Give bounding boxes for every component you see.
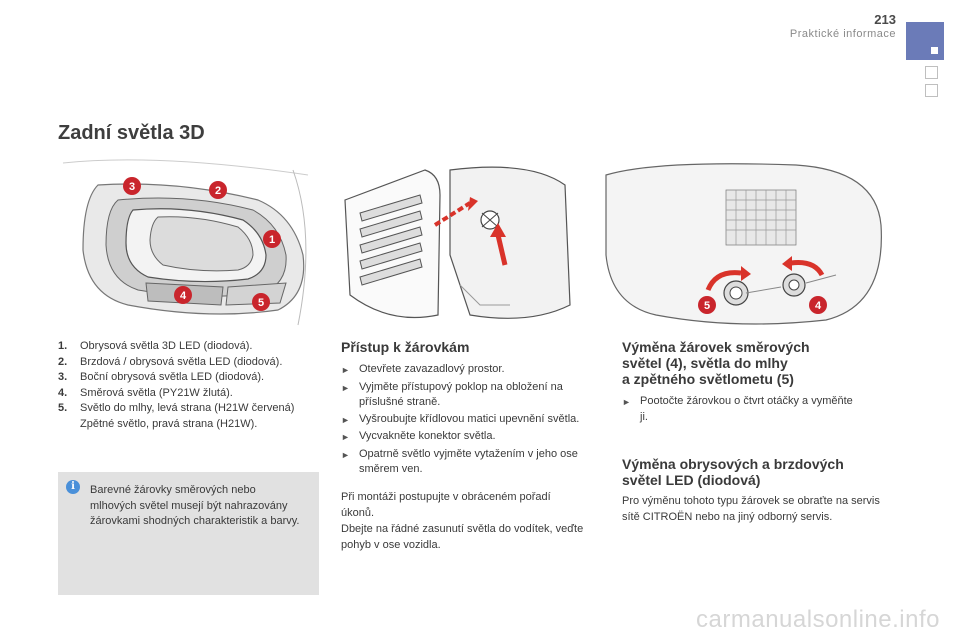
svg-text:5: 5 — [703, 300, 711, 312]
list-item: ► Vyšroubujte křídlovou matici upevnění světla. — [341, 412, 596, 429]
list-item: 2. Brzdová / obrysová světla LED (diodová). — [58, 355, 283, 368]
callout-5-right — [698, 296, 716, 314]
reassembly-note-2: Dbejte na řádné zasunutí světla do vodítek, veďte pohyb v ose vozidla. — [341, 523, 584, 551]
callout-3 — [123, 177, 141, 195]
svg-text:1: 1 — [268, 234, 276, 246]
page-title: Zadní světla 3D — [58, 122, 205, 144]
callout-5 — [252, 293, 270, 311]
reassembly-note-1: Při montáži postupujte v obráceném pořadí úkonů. — [341, 491, 551, 519]
callout-4 — [174, 286, 192, 304]
list-item: ► Opatrně světlo vyjměte vytažením v jeho ose směrem ven. — [341, 447, 596, 478]
chapter-tab-empty[interactable] — [925, 66, 938, 79]
tail-light-illustration — [58, 155, 320, 330]
list-item: 4. Směrová světla (PY21W žlutá). — [58, 386, 233, 399]
chapter-tab-empty[interactable] — [925, 84, 938, 97]
replace-turn-steps — [622, 394, 862, 426]
chapter-tab[interactable] — [906, 22, 944, 60]
watermark: carmanualsonline.info — [696, 606, 940, 633]
list-item: ► Pootočte žárovkou o čtvrt otáčky a vyměňte ji. — [622, 394, 862, 425]
list-item: 5. Světlo do mlhy, levá strana (H21W červená) — [58, 402, 295, 414]
list-item: 1. Obrysová světla 3D LED (diodová). — [58, 340, 253, 352]
info-icon: i — [66, 480, 80, 494]
bullet-icon: ► — [341, 365, 350, 375]
replace-led-heading: Výměna obrysových a brzdových světel LED (diodová) — [622, 456, 844, 488]
svg-text:5: 5 — [257, 297, 265, 309]
access-steps — [341, 362, 596, 479]
svg-text:2: 2 — [214, 185, 222, 197]
list-item: ► Vyjměte přístupový poklop na obložení na příslušné straně. — [341, 380, 596, 411]
access-hatch-illustration — [330, 155, 582, 330]
info-note: Barevné žárovky směrových nebo mlhových světel musejí být nahrazovány žárovkami shodných charakteristik a barvy. — [90, 484, 300, 527]
bullet-icon: ► — [341, 449, 350, 460]
replace-turn-heading: Výměna žárovek směrových světel (4), světla do mlhy a zpětného světlometu (5) — [622, 339, 810, 387]
svg-text:3: 3 — [128, 181, 136, 193]
svg-text:4: 4 — [814, 300, 822, 312]
bullet-icon: ► — [622, 397, 631, 407]
svg-text:4: 4 — [179, 290, 187, 302]
bullet-icon: ► — [341, 414, 350, 425]
bullet-icon: ► — [341, 432, 350, 442]
list-item: ► Otevřete zavazadlový prostor. — [341, 362, 596, 379]
access-heading: Přístup k žárovkám — [341, 339, 470, 355]
bullet-icon: ► — [341, 382, 350, 393]
page-number: 213 — [874, 12, 896, 27]
list-item: Zpětné světlo, pravá strana (H21W). — [80, 417, 258, 430]
replace-led-text: Pro výměnu tohoto typu žárovek se obraťte na servis sítě CITROËN nebo na jiný odborný servis. — [622, 495, 880, 523]
list-item: ► Vycvakněte konektor světla. — [341, 429, 596, 446]
callout-2 — [209, 181, 227, 199]
section-name: Praktické informace — [789, 28, 896, 40]
callout-1 — [263, 230, 281, 248]
callout-4-right — [809, 296, 827, 314]
component-list — [58, 339, 320, 432]
lamp-rear-illustration — [596, 155, 896, 330]
list-item: 3. Boční obrysová světla LED (diodová). — [58, 371, 265, 383]
